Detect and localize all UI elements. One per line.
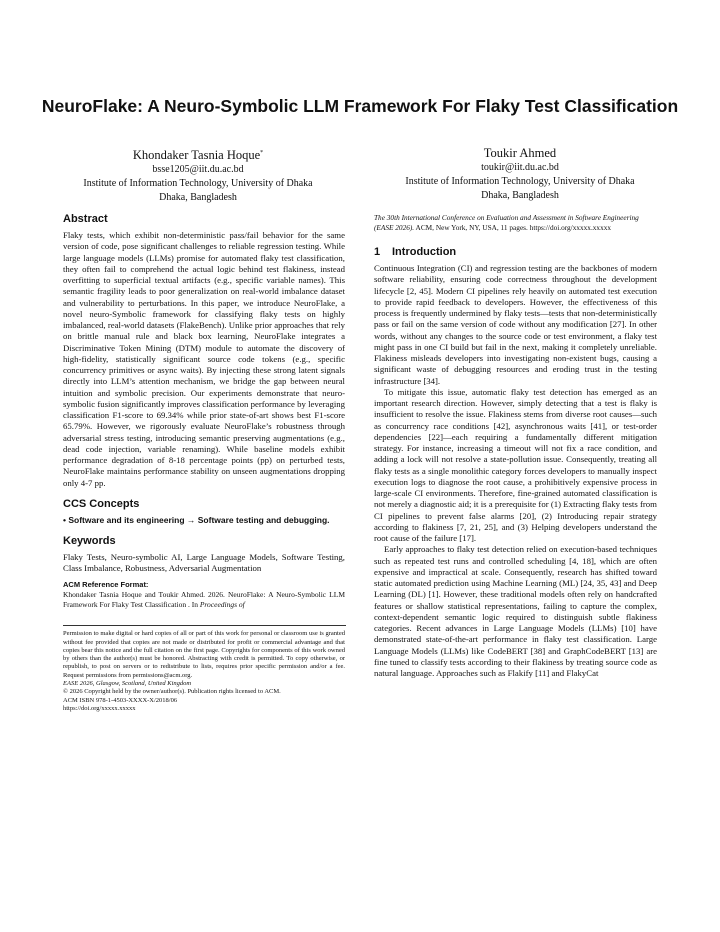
keywords-text: Flaky Tests, Neuro-symbolic AI, Large Language Models, Software Testing, Class Imbalance, Robustness, Adversarial Augmentation <box>63 551 345 573</box>
acm-reference-heading: ACM Reference Format: <box>63 580 149 590</box>
intro-paragraph-2: To mitigate this issue, automatic flaky test detection has emerged as an important research direction. However, simply detecting that a test is flaky is insufficient to resolve the issue. Flakiness stems from diverse root causes—such as concurrency race conditions [42], asynchronous waits [41], or test-order dependencies [22]—each requiring a fundamentally different mitigation strategy. For instance, increasing a timeout will not fix a race condition, and adding a lock will not resolve a state-pollution issue. Consequently, treating all flaky tests as a single monolithic category forces developers to manually inspect execution logs to diagnose the root cause, a prohibitively expensive process in large-scale CI environments. Therefore, fine-grained automated classification is not merely a diagnostic aid; it is a prerequisite for (1) Extracting flaky tests from CI pipelines to prevent false alarms [20], (2) Introducing repair strategy according to flakiness [7, 21, 25], and (3) Helping developers understand the root cause of the failure [17]. <box>374 386 657 544</box>
left-column <box>63 213 345 713</box>
copyright-line: © 2026 Copyright held by the owner/author(s). Publication rights licensed to ACM. <box>63 688 281 696</box>
conference-info: The 30th International Conference on Evaluation and Assessment in Software Engineering (EASE 2026). ACM, New York, NY, USA, 11 pages. https://doi.org/xxxxx.xxxxx <box>374 213 639 232</box>
author-name: Khondaker Tasnia Hoque* <box>132 148 264 163</box>
footnote-rule <box>63 625 346 626</box>
venue-line: EASE 2026, Glasgow, Scotland, United Kingdom <box>63 680 192 688</box>
author-email: toukir@iit.du.ac.bd <box>481 162 559 173</box>
author-footnote-mark: * <box>260 150 264 156</box>
introduction-heading: 1 Introduction <box>374 246 457 259</box>
abstract-heading: Abstract <box>63 213 108 225</box>
right-column <box>374 213 657 679</box>
doi-line: https://doi.org/xxxxx.xxxxx <box>63 704 136 712</box>
intro-paragraph-1: Continuous Integration (CI) and regression testing are the backbones of modern software reliability, ensuring code correctness throughout the development lifecycle [2, 45]. Modern CI pipelines rely heavily on automated test execution to provide rapid feedback to developers. However, the effectiveness of this process is frequently undermined by flaky tests—tests that non-deterministically pass or fail on the same version of code without any modification [27]. In other words, without any changes to the source code or test environment, a flaky test might pass in one CI build but fail in the next, making it completely unreliable. Flakiness misleads developers into investigating non-existent bugs, causing a significant waste of debugging resources and eroding trust in the testing infrastructure [34]. <box>374 263 657 386</box>
isbn-line: ACM ISBN 978-1-4503-XXXX-X/2018/06 <box>63 696 178 704</box>
abstract-text: Flaky tests, which exhibit non-deterministic pass/fail behavior for the same version of code, pose significant challenges to reliable regression testing. While large language models (LLMs) promise for automated flaky test classification, they often fail to comprehend the actual logic behind test flakiness, instead overfitting to superficial textual artifacts (e.g., specific variable names). This semantic fragility leads to poor generalization on real-world imbalance dataset and vulnerability to perturbations. In this paper, we introduce NeuroFlake, a novel neuro-Symbolic framework for classifying flaky tests on highly imbalanced, real-world datasets (FlakeBench). Unlike prior approaches that rely on brittle manual rule and black box learning, NeuroFlake integrates a Discriminative Token Mining (DTM) module to automate the discovery of high-fidelity, statistically significant source code tokens (e.g., specific concurrency primitives or async waits). By injecting these strong latent signals directly into LLM’s attention mechanism, we bridge the gap between neural intuition and symbolic precision. Our experiments demonstrate that neuro-symbolic fusion significantly improves classification performance by leveraging classification F1-score to 69.34% while prior state-of-art shows best F1-score 65.79%. However, we rigorously evaluate NeuroFlake’s robustness through adversarial stress testing, introducing semantic preserving augmentations (e.g., dead code injection, variable renaming). While baseline models exhibit performance degradation of 8-18 percentage points (pp) on perturbed tests, NeuroFlake maintains performance stability on unseen augmentations dropping only 4-7 pp. <box>63 230 345 488</box>
paper-title: NeuroFlake: A Neuro-Symbolic LLM Framework For Flaky Test Classification <box>41 96 679 116</box>
author-block-1 <box>33 146 363 205</box>
keywords-heading: Keywords <box>63 534 116 547</box>
author-affiliation: Institute of Information Technology, University of Dhaka <box>83 178 313 190</box>
ccs-text: • Software and its engineering → Software testing and debugging. <box>63 514 330 525</box>
ccs-heading: CCS Concepts <box>63 497 140 510</box>
permission-notice: Permission to make digital or hard copies of all or part of this work for personal or classroom use is granted without fee provided that copies are not made or distributed for profit or commercial advantage and that copies bear this notice and the full citation on the first page. Copyrights for components of this work owned by others than the author(s) must be honored. Abstracting with credit is permitted. To copy otherwise, or republish, to post on servers or to redistribute to lists, requires prior specific permission and/or a fee. Request permissions from permissions@acm.org. <box>63 630 345 679</box>
author-location: Dhaka, Bangladesh <box>481 190 559 201</box>
author-name: Toukir Ahmed <box>483 146 557 160</box>
intro-paragraph-3: Early approaches to flaky test detection relied on execution-based techniques such as repeated test runs and controlled scheduling [4, 18], which are often expensive and impractical at scale. Consequently, research has shifted toward static automated prediction using Machine Learning (ML) [24, 35, 43] and Deep Learning (DL) [1]. However, these traditional models often rely on handcrafted features or shallow statistical representations, failing to capture the complex, context-dependent semantic logic required to distinguish subtle flakiness categories. Recent advances in Large Language Models (LLMs) [10] have demonstrated state-of-the-art performance in flaky test classification. Large Language Models (LLMs) like CodeBERT [38] and GraphCodeBERT [13] are fine tuned to classify tests according to their flakiness by treating source code as natural language. Approaches such as Flakify [11] and FlakyCat <box>374 544 657 679</box>
author-block-2 <box>355 146 685 203</box>
author-email: bsse1205@iit.du.ac.bd <box>152 164 244 176</box>
author-affiliation: Institute of Information Technology, University of Dhaka <box>405 176 635 187</box>
author-location: Dhaka, Bangladesh <box>159 192 237 204</box>
acm-reference-text: Khondaker Tasnia Hoque and Toukir Ahmed. 2026. NeuroFlake: A Neuro-Symbolic LLM Framework For Flaky Test Classification . In Proceedings of <box>63 590 345 609</box>
